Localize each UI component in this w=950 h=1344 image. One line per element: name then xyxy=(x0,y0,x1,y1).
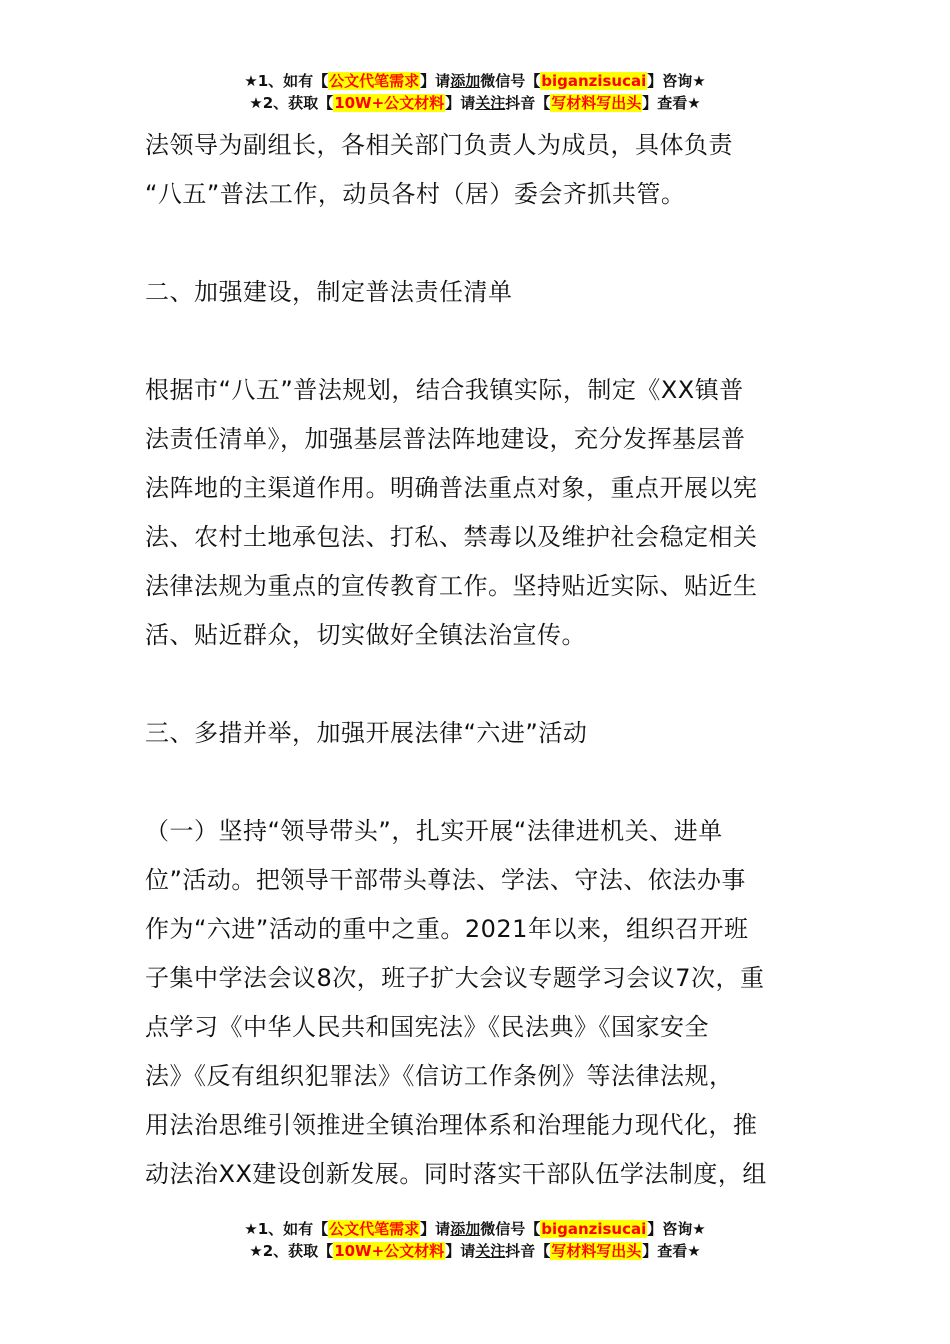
banner-text: 】请 xyxy=(445,94,476,112)
text-line: 法律法规为重点的宣传教育工作。坚持贴近实际、贴近生 xyxy=(145,572,758,600)
banner-highlight: biganzisucai xyxy=(541,1220,647,1238)
banner-text: ★2、获取【 xyxy=(249,94,334,112)
text-line: 活、贴近群众，切实做好全镇法治宣传。 xyxy=(145,621,586,649)
text-line: 作为“六进”活动的重中之重。2021年以来，组织召开班 xyxy=(145,915,749,943)
banner-text: 】咨询★ xyxy=(647,72,706,90)
banner-line-1 xyxy=(0,1218,950,1240)
text-line: 法责任清单》，加强基层普法阵地建设，充分发挥基层普 xyxy=(145,425,746,453)
banner-text: ★1、如有【 xyxy=(244,1220,329,1238)
text-line: 子集中学法会议8次，班子扩大会议专题学习会议7次，重 xyxy=(145,964,765,992)
banner-text: ★1、如有【 xyxy=(244,72,329,90)
text-line: 法》《反有组织犯罪法》《信访工作条例》等法律法规， xyxy=(145,1062,734,1090)
text-line: “八五”普法工作，动员各村（居）委会齐抓共管。 xyxy=(145,180,686,208)
text-line: 法阵地的主渠道作用。明确普法重点对象，重点开展以宪 xyxy=(145,474,758,502)
blank-line xyxy=(145,758,810,807)
document-body xyxy=(145,121,810,1199)
banner-highlight: 写材料写出头 xyxy=(551,1242,642,1260)
banner-highlight: 公文代笔需求 xyxy=(329,1220,420,1238)
banner-text: 】请 xyxy=(420,72,451,90)
banner-text: 】请 xyxy=(420,1220,451,1238)
text-line: 动法治XX建设创新发展。同时落实干部队伍学法制度，组 xyxy=(145,1160,767,1188)
section-heading: 二、加强建设，制定普法责任清单 xyxy=(145,278,513,306)
banner-line-2 xyxy=(0,92,950,114)
banner-line-1 xyxy=(0,70,950,92)
text-line: 法领导为副组长，各相关部门负责人为成员，具体负责 xyxy=(145,131,733,159)
text-line: 用法治思维引领推进全镇治理体系和治理能力现代化，推 xyxy=(145,1111,758,1139)
banner-underlined: 关注 xyxy=(475,1242,506,1260)
banner-highlight: 10W+公文材料 xyxy=(334,1242,445,1260)
text-line: （一）坚持“领导带头”，扎实开展“法律进机关、进单 xyxy=(145,817,723,845)
banner-text: 】查看★ xyxy=(642,94,701,112)
banner-text: 抖音【 xyxy=(505,94,551,112)
banner-text: 】咨询★ xyxy=(647,1220,706,1238)
banner-text: 】请 xyxy=(445,1242,476,1260)
banner-text: ★2、获取【 xyxy=(249,1242,334,1260)
text-line: 位”活动。把领导干部带头尊法、学法、守法、依法办事 xyxy=(145,866,746,894)
banner-text: 】查看★ xyxy=(642,1242,701,1260)
blank-line xyxy=(145,317,810,366)
blank-line xyxy=(145,219,810,268)
text-line: 法、农村土地承包法、打私、禁毒以及维护社会稳定相关 xyxy=(145,523,758,551)
banner-underlined: 添加 xyxy=(450,72,481,90)
text-line: 点学习《中华人民共和国宪法》《民法典》《国家安全 xyxy=(145,1013,709,1041)
section-heading: 三、多措并举，加强开展法律“六进”活动 xyxy=(145,719,588,747)
banner-underlined: 关注 xyxy=(475,94,506,112)
banner-highlight: 写材料写出头 xyxy=(551,94,642,112)
banner-highlight: 公文代笔需求 xyxy=(329,72,420,90)
footer-banner xyxy=(0,1218,950,1262)
blank-line xyxy=(145,660,810,709)
banner-text: 微信号【 xyxy=(480,72,541,90)
banner-text: 微信号【 xyxy=(480,1220,541,1238)
text-line: 根据市“八五”普法规划，结合我镇实际，制定《XX镇普 xyxy=(145,376,744,404)
header-banner xyxy=(0,70,950,114)
banner-text: 抖音【 xyxy=(505,1242,551,1260)
banner-highlight: biganzisucai xyxy=(541,72,647,90)
banner-underlined: 添加 xyxy=(450,1220,481,1238)
banner-highlight: 10W+公文材料 xyxy=(334,94,445,112)
banner-line-2 xyxy=(0,1240,950,1262)
